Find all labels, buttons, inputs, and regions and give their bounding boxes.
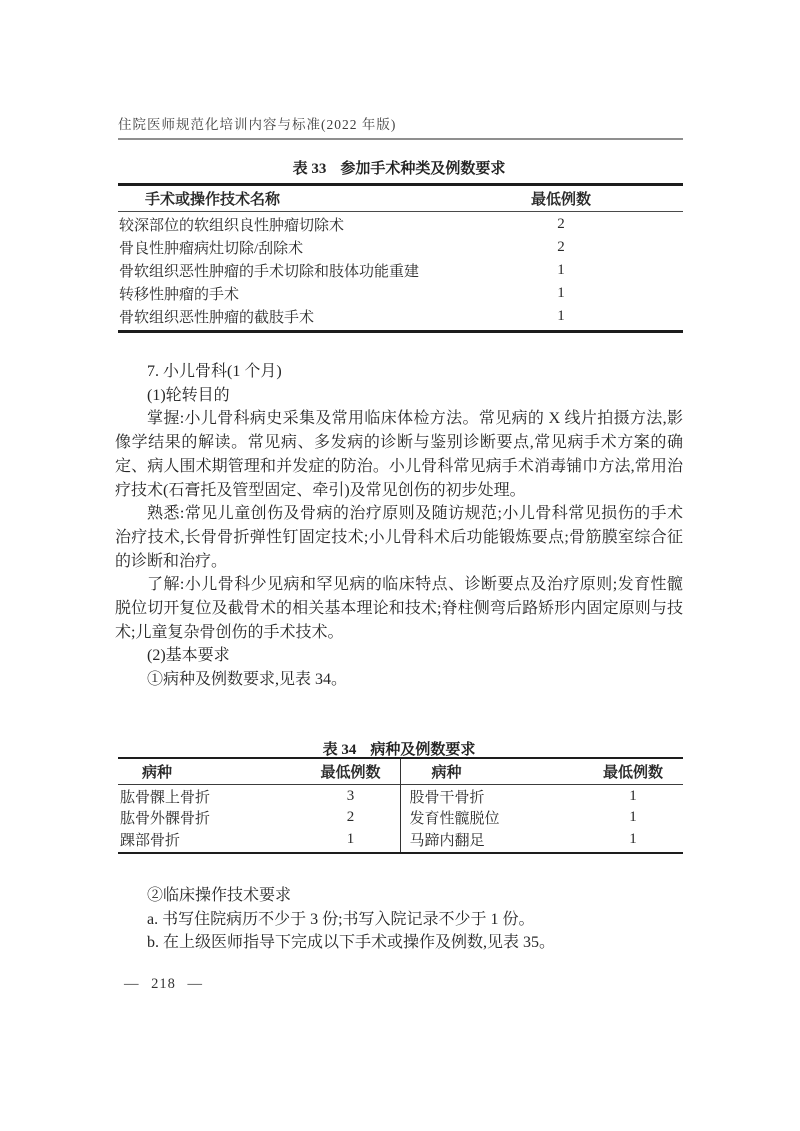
requirement-item-2a: a. 书写住院病历不少于 3 份;书写入院记录不少于 1 份。 <box>147 910 535 928</box>
procedure-name: 较深部位的软组织良性肿瘤切除术 <box>119 218 345 234</box>
section-heading: 7. 小儿骨科(1 个月) <box>147 363 282 380</box>
disease-name: 马蹄内翻足 <box>409 832 485 849</box>
disease-name: 股骨干骨折 <box>409 790 485 807</box>
table34-caption <box>115 738 683 759</box>
header-rule <box>118 138 683 140</box>
min-cases: 1 <box>557 262 565 278</box>
page-number: — 218 — <box>124 976 203 992</box>
paragraph-familiar: 熟悉:常见儿童创伤及骨病的治疗原则及随访规范;小儿骨科常见损伤的手术治疗技术,长骨骨折弹性钉固定技术;小儿骨科术后功能锻炼要点;骨筋膜室综合征的诊断和治疗。 <box>115 505 683 570</box>
body-text-block-2 <box>115 884 683 955</box>
disease-name: 发育性髋脱位 <box>409 811 500 828</box>
min-cases: 3 <box>346 788 355 805</box>
table33-header-name: 手术或操作技术名称 <box>145 192 281 208</box>
row-right-half <box>401 786 684 807</box>
min-cases: 2 <box>557 216 565 232</box>
table34-header-disease: 病种 <box>142 765 173 781</box>
row-right-half <box>401 807 684 828</box>
min-cases: 1 <box>629 788 637 805</box>
rotation-purpose-heading: (1)轮转目的 <box>147 386 230 404</box>
requirement-item-1: ①病种及例数要求,见表 34。 <box>147 671 348 689</box>
requirement-item-2b: b. 在上级医师指导下完成以下手术或操作及例数,见表 35。 <box>147 934 556 952</box>
table34-column-divider <box>400 759 402 852</box>
procedure-name: 转移性肿瘤的手术 <box>119 287 240 303</box>
min-cases: 1 <box>557 308 565 324</box>
disease-name: 肱骨外髁骨折 <box>120 811 211 828</box>
table33-header-row <box>118 186 683 212</box>
row-left-half <box>118 786 401 807</box>
table34-header-min: 最低例数 <box>320 765 381 781</box>
min-cases: 1 <box>557 285 565 301</box>
table33-caption-label: 表 33 <box>292 161 327 177</box>
min-cases: 2 <box>557 239 565 255</box>
requirement-item-2: ②临床操作技术要求 <box>147 887 292 904</box>
table33 <box>118 183 683 333</box>
min-cases: 1 <box>629 830 637 847</box>
table33-caption <box>115 157 683 178</box>
table34-header-min: 最低例数 <box>602 765 663 781</box>
table-row <box>118 305 683 328</box>
min-cases: 1 <box>346 830 355 847</box>
row-left-half <box>118 829 401 850</box>
procedure-name: 骨软组织恶性肿瘤的手术切除和肢体功能重建 <box>119 264 420 280</box>
table-row <box>118 236 683 259</box>
running-header: 住院医师规范化培训内容与标准(2022 年版) <box>118 117 397 132</box>
table34-header-left <box>118 761 401 782</box>
table34-header-disease: 病种 <box>431 765 462 781</box>
table33-body <box>118 212 683 330</box>
table34 <box>118 757 683 854</box>
min-cases: 1 <box>629 809 637 826</box>
table34-caption-title: 病种及例数要求 <box>370 742 476 758</box>
table33-header-min: 最低例数 <box>530 192 591 208</box>
min-cases: 2 <box>346 809 355 826</box>
table-row <box>118 213 683 236</box>
table34-caption-label: 表 34 <box>322 742 357 758</box>
table33-caption-title: 参加手术种类及例数要求 <box>340 161 506 177</box>
table34-header-right <box>401 761 684 782</box>
table-row <box>118 282 683 305</box>
row-right-half <box>401 829 684 850</box>
paragraph-grasp: 掌握:小儿骨科病史采集及常用临床体检方法。常见病的 X 线片拍摄方法,影像学结果的解读。常见病、多发病的诊断与鉴别诊断要点,常见病手术方案的确定、病人围术期管理和并发症的防治。小儿骨科常见病手术消毒铺巾方法,常用治疗技术(石膏托及管型固定、牵引)及常见创伤的初步处理。 <box>115 410 683 499</box>
table-row <box>118 259 683 282</box>
basic-requirements-heading: (2)基本要求 <box>147 647 230 665</box>
procedure-name: 骨软组织恶性肿瘤的截肢手术 <box>119 310 315 326</box>
disease-name: 肱骨髁上骨折 <box>120 790 211 807</box>
row-left-half <box>118 807 401 828</box>
procedure-name: 骨良性肿瘤病灶切除/刮除术 <box>119 241 304 257</box>
disease-name: 踝部骨折 <box>120 832 181 849</box>
body-text-block-1 <box>115 360 683 692</box>
paragraph-understand: 了解:小儿骨科少见病和罕见病的临床特点、诊断要点及治疗原则;发育性髋脱位切开复位及截骨术的相关基本理论和技术;脊柱侧弯后路矫形内固定原则与技术;儿童复杂骨创伤的手术技术。 <box>115 576 683 641</box>
